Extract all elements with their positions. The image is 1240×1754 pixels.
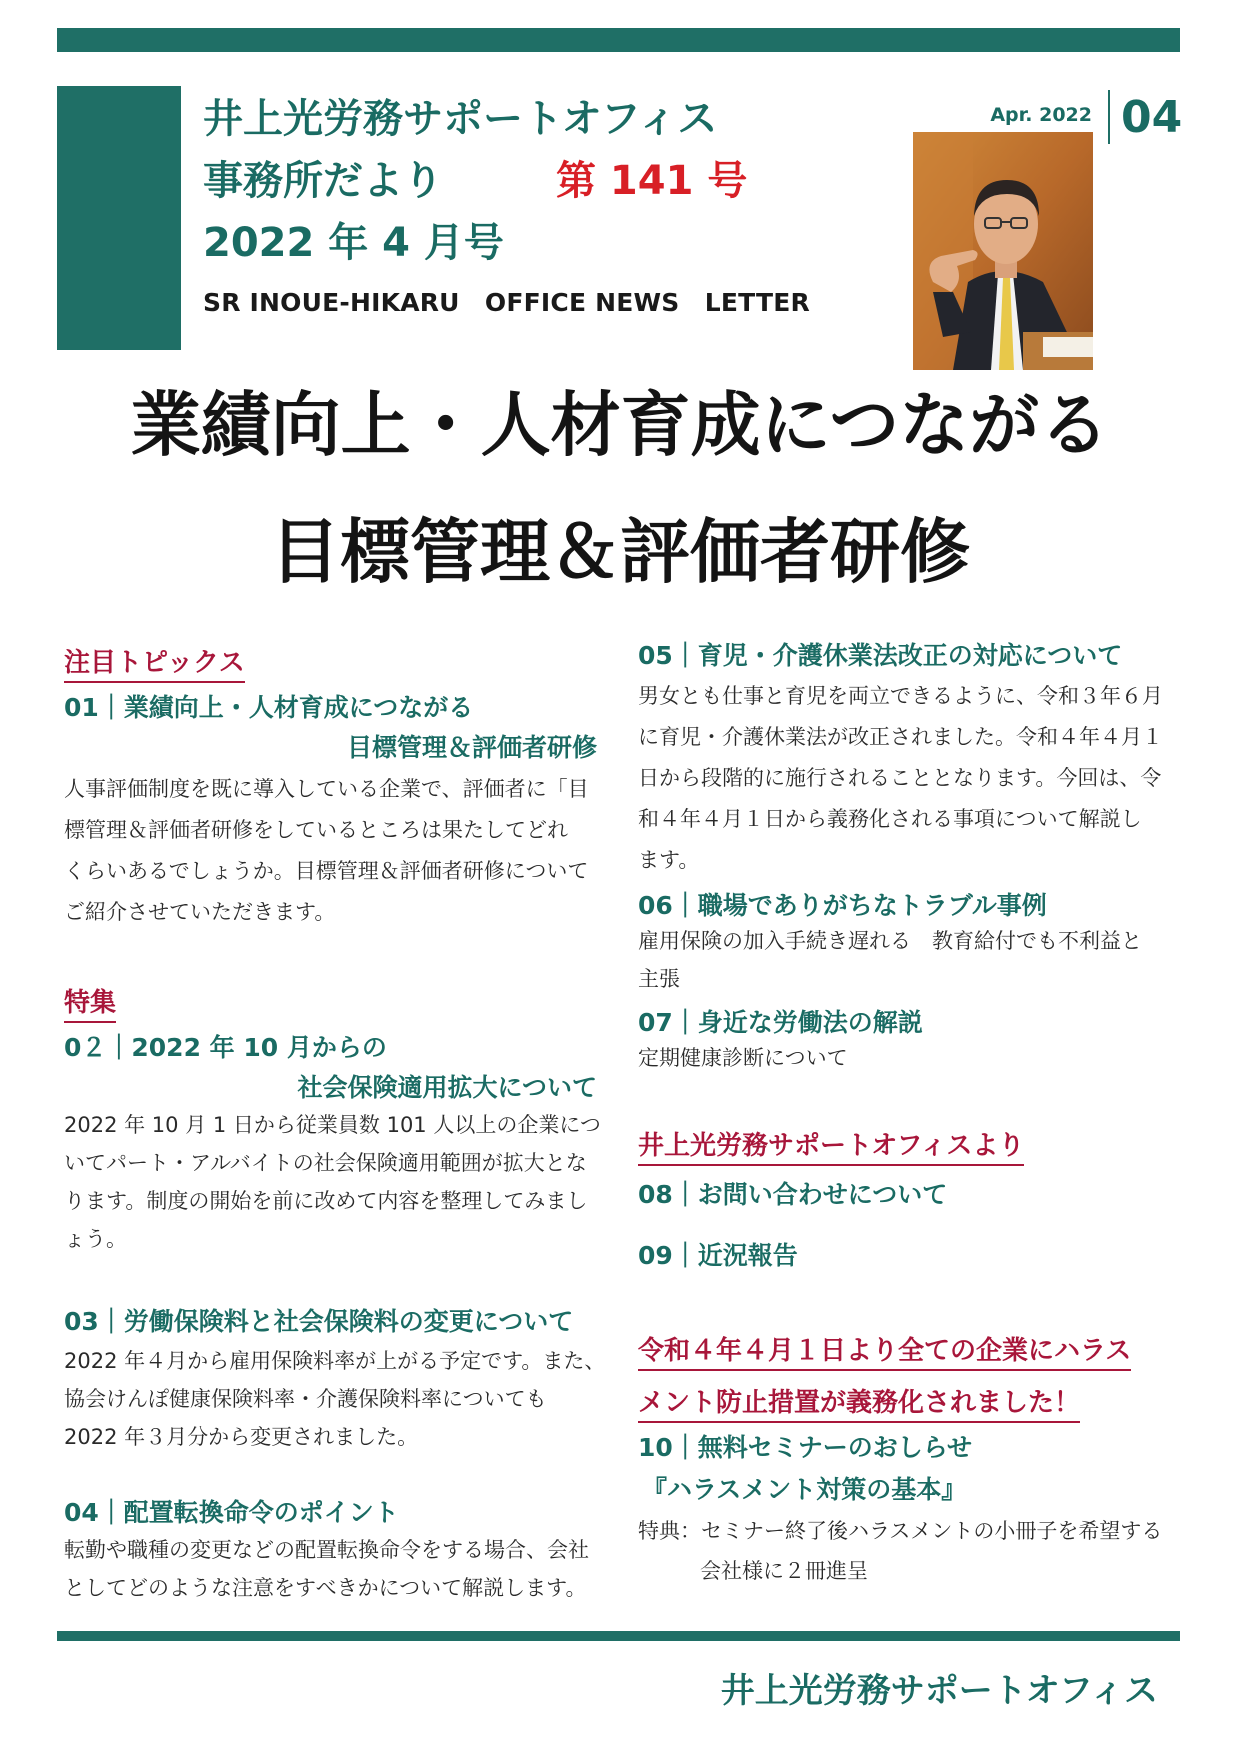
- item-06-title: 06｜職場でありがちなトラブル事例: [638, 891, 1047, 920]
- item-02-body-line: 2022 年 10 月 1 日から従業員数 101 人以上の企業につ: [64, 1113, 601, 1137]
- item-01-body-line: 人事評価制度を既に導入している企業で、評価者に「目: [64, 777, 589, 801]
- harassment-heading-line-2-wrapper: [638, 1382, 1080, 1419]
- headline-line-1: 業績向上・人材育成につながる: [130, 384, 1110, 466]
- item-07-body: 定期健康診断について: [638, 1046, 848, 1070]
- masthead-subtitle: SR INOUE-HIKARU OFFICE NEWS LETTER: [203, 288, 810, 317]
- item-01-body-line: ご紹介させていただきます。: [64, 900, 336, 924]
- masthead-office-name: 井上光労務サポートオフィス: [203, 96, 718, 142]
- item-05-body-line: 日から段階的に施行されることとなります。今回は、令: [638, 766, 1162, 790]
- masthead-date: Apr. 2022: [990, 104, 1092, 126]
- harassment-heading-line-2: メント防止措置が義務化されました！: [638, 1388, 1080, 1423]
- item-03-body-line: 2022 年３月分から変更されました。: [64, 1425, 419, 1449]
- item-10-subtitle: 『ハラスメント対策の基本』: [642, 1475, 967, 1504]
- item-06-body-line: 主張: [638, 967, 680, 991]
- office-heading: 井上光労務サポートオフィスより: [638, 1131, 1024, 1166]
- item-06-body: [638, 922, 1142, 998]
- item-03-body-line: 協会けんぽ健康保険料率・介護保険料率についても: [64, 1387, 547, 1411]
- topics-heading-wrapper: [64, 642, 245, 679]
- office-heading-wrapper: [638, 1125, 1024, 1162]
- item-04-title: 04｜配置転換命令のポイント: [64, 1498, 399, 1527]
- masthead-side-block: [57, 86, 181, 350]
- top-accent-bar: [57, 28, 1180, 52]
- item-04-body: [64, 1531, 589, 1607]
- masthead-newsletter-name: 事務所だより: [203, 158, 443, 204]
- feature-heading: 特集: [64, 988, 116, 1023]
- item-02-body: [64, 1106, 601, 1258]
- masthead-divider: [1108, 90, 1110, 144]
- masthead-month-label: 2022 年 4 月号: [203, 220, 504, 266]
- item-05-body-line: ます。: [638, 848, 700, 872]
- harassment-heading-line-1-wrapper: [638, 1330, 1131, 1367]
- item-01-title-continued: 目標管理＆評価者研修: [346, 733, 597, 762]
- item-02-body-line: ょう。: [64, 1227, 127, 1251]
- item-05-body-line: 和４年４月１日から義務化される事項について解説し: [638, 807, 1142, 831]
- item-05-body: [638, 676, 1163, 881]
- topics-heading: 注目トピックス: [64, 648, 245, 683]
- item-02-body-line: いてパート・アルバイトの社会保険適用範囲が拡大とな: [64, 1151, 587, 1175]
- item-04-body-line: 転勤や職種の変更などの配置転換命令をする場合、会社: [64, 1538, 589, 1562]
- item-03-body-line: 2022 年４月から雇用保険料率が上がる予定です。また、: [64, 1349, 606, 1373]
- item-01-body: [64, 769, 589, 933]
- item-04-body-line: としてどのような注意をすべきかについて解説します。: [64, 1576, 587, 1600]
- item-07-title: 07｜身近な労働法の解説: [638, 1008, 923, 1037]
- item-08-title: 08｜お問い合わせについて: [638, 1180, 948, 1209]
- item-02-body-line: ります。制度の開始を前に改めて内容を整理してみまし: [64, 1189, 588, 1213]
- item-06-body-line: 雇用保険の加入手続き遅れる 教育給付でも不利益と: [638, 929, 1142, 953]
- masthead-issue-label: 第 141 号: [556, 158, 748, 204]
- item-05-body-line: に育児・介護休業法が改正されました。令和４年４月１: [638, 725, 1163, 749]
- item-05-body-line: 男女とも仕事と育児を両立できるように、令和３年６月: [638, 684, 1163, 708]
- footer-office-name: 井上光労務サポートオフィス: [720, 1671, 1158, 1711]
- item-05-title: 05｜育児・介護休業法改正の対応について: [638, 641, 1123, 670]
- item-01-title: 01｜業績向上・人材育成につながる: [64, 693, 474, 722]
- item-03-title: 03｜労働保険料と社会保険料の変更について: [64, 1307, 574, 1336]
- item-03-body: [64, 1342, 605, 1456]
- bottom-accent-bar: [57, 1631, 1180, 1641]
- harassment-heading-line-1: 令和４年４月１日より全ての企業にハラス: [638, 1336, 1131, 1371]
- feature-heading-wrapper: [64, 982, 116, 1019]
- item-01-body-line: 標管理＆評価者研修をしているところは果たしてどれ: [64, 818, 568, 842]
- item-10-title: 10｜無料セミナーのおしらせ: [638, 1433, 973, 1462]
- item-10-body-line-1: 特典：セミナー終了後ハラスメントの小冊子を希望する: [638, 1519, 1163, 1543]
- item-09-title: 09｜近況報告: [638, 1241, 798, 1270]
- item-01-body-line: くらいあるでしょうか。目標管理＆評価者研修について: [64, 859, 589, 883]
- item-10-body-line-2: 会社様に２冊進呈: [700, 1559, 868, 1583]
- item-02-title: 0２｜2022 年 10 月からの: [64, 1033, 387, 1062]
- headline-line-2: 目標管理＆評価者研修: [270, 511, 970, 593]
- portrait-photo: [913, 132, 1093, 370]
- masthead-issue-number: 04: [1121, 92, 1183, 143]
- item-02-title-continued: 社会保険適用拡大について: [297, 1073, 597, 1102]
